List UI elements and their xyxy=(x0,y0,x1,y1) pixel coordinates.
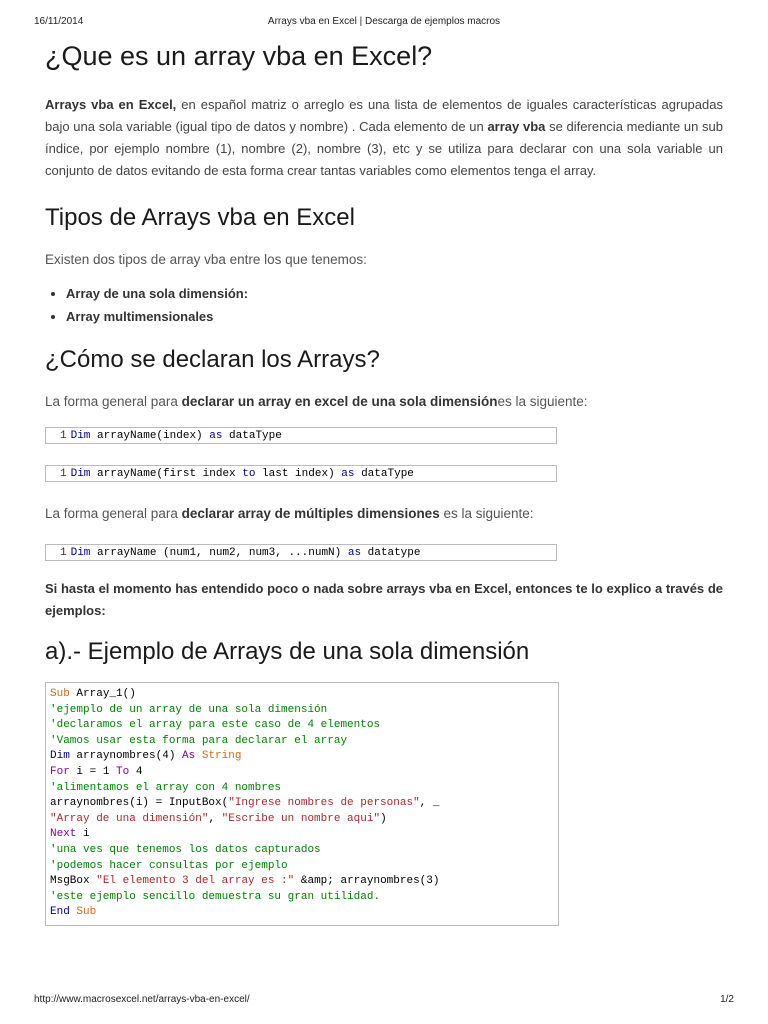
list-item: • Array de una sola dimensión: xyxy=(66,282,723,305)
print-url: http://www.macrosexcel.net/arrays-vba-en-excel/ xyxy=(34,994,250,1005)
code-snippet-multi: 1 Dim arrayName (num1, num2, num3, ...numN) as datatype xyxy=(45,544,557,561)
decl-multi-text: La forma general para declarar array de múltiples dimensiones es la siguiente: xyxy=(45,506,534,521)
print-header xyxy=(34,16,734,30)
code-block-example: Sub Array_1() 'ejemplo de un array de una sola dimensión 'declaramos el array para este caso de 4 elementos 'Vamos usar esta forma para declarar el array Dim arraynombres(4) As String For i = 1 To 4 'alimentamos el array con 4 nombres arraynombres(i) = InputBox("Ingrese nombres de personas", _ "Array de una dimensión", "Escribe un nombre aqui") Next i 'una ves que tenemos los datos capturados 'podemos hacer consultas por ejemplo MsgBox "El elemento 3 del array es :" &amp; arraynombres(3) 'este ejemplo sencillo demuestra su gran utilidad. End Sub xyxy=(45,682,559,926)
intro-paragraph: Arrays vba en Excel, en español matriz o arreglo es una lista de elementos de iguales características agrupadas bajo una sola variable (igual tipo de datos y nombre) . Cada elemento de un array vba se diferencia mediante un sub índice, por ejemplo nombre (1), nombre (2), nombre (3), etc y se utiliza para declarar con una sola variable un conjunto de datos evitando de esta forma crear tantas variables como elementos tenga el array. xyxy=(45,97,723,178)
explain-paragraph: Si hasta el momento has entendido poco o nada sobre arrays vba en Excel, entonces te lo explico a través de ejemplos: xyxy=(45,581,723,618)
heading-tipos: Tipos de Arrays vba en Excel xyxy=(45,204,355,231)
heading-declaran: ¿Cómo se declaran los Arrays? xyxy=(45,346,380,373)
print-title: Arrays vba en Excel | Descarga de ejemplos macros xyxy=(267,16,501,27)
print-footer xyxy=(34,994,734,1008)
decl-single-text: La forma general para declarar un array en excel de una sola dimensiónes la siguiente: xyxy=(45,394,588,409)
code-snippet-range: 1 Dim arrayName(first index to last index) as dataType xyxy=(45,465,557,482)
tipos-intro: Existen dos tipos de array vba entre los que tenemos: xyxy=(45,252,367,267)
heading-ejemplo: a).- Ejemplo de Arrays de una sola dimensión xyxy=(45,638,530,665)
page-number: 1/2 xyxy=(720,994,734,1005)
list-item: • Array multimensionales xyxy=(66,305,723,328)
article xyxy=(45,38,723,926)
print-date: 16/11/2014 xyxy=(34,16,84,27)
page-title: ¿Que es un array vba en Excel? xyxy=(45,41,433,71)
tipos-list xyxy=(45,282,723,328)
code-snippet-single: 1 Dim arrayName(index) as dataType xyxy=(45,427,557,444)
